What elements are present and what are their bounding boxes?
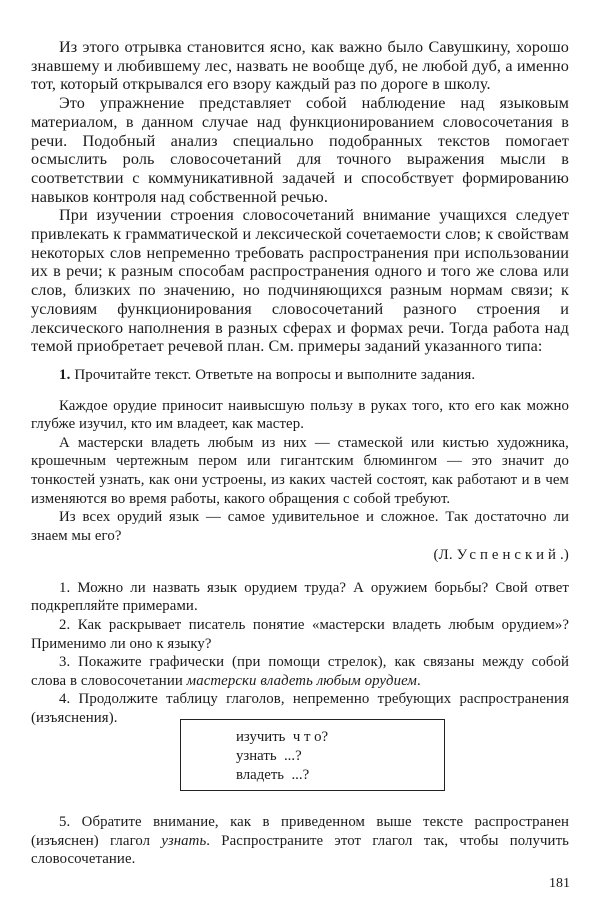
task-1-number: 1. — [59, 366, 71, 383]
verb-table-box — [180, 719, 445, 791]
task-5-text: 5. Обратите внимание, как в приведенном выше тексте распространен (изъяснен) глагол узнать. Распространите этот глагол так, чтобы получить словосочетание. — [31, 814, 569, 868]
page-number: 181 — [549, 876, 570, 891]
paragraph-savushkin: Из этого отрывка становится ясно, как важно было Савушкину, хорошо знавшему и любившему лес, назвать не вообще дуб, не любой дуб, а именно тот, который открывался его взору каждый раз по дороге в школу. — [31, 38, 569, 94]
question-2: 2. Как раскрывает писатель понятие «мастерски владеть любым орудием»? Применимо ли оно к языку? — [31, 617, 569, 652]
verb-italic: узнать — [161, 832, 207, 849]
paragraph-study-structure: При изучении строения словосочетаний внимание учащихся следует привлекать к грамматической и лексической сочетаемости слов; к свойствам некоторых слов непременно требовать распространения при использовании их в речи; к разным способам распространения одного и того же слова или слов, близких по значению, но подчиняющихся разным нормам связи; к условиям функционирования словосочетаний разного строения и лексического наполнения в разных сферах и формах речи. Тогда работа над темой приобретает речевой план. См. примеры заданий указанного типа: — [31, 206, 569, 356]
task-1-instruction: Прочитайте текст. Ответьте на вопросы и выполните задания. — [74, 366, 476, 383]
quote-paragraph-2: А мастерски владеть любым из них — стамеской или кистью художника, крошечным чертежным пером или гигантским блюмингом — это значит до тонкостей узнать, как они устроены, из каких частей состоят, как работают и в чем изменяются во время работы, какого обращения с собой требуют. — [31, 434, 569, 507]
question-4: 4. Продолжите таблицу глаголов, непременно требующих распространения (изъяснения). — [31, 691, 569, 727]
verb-row: изучить ч т о? — [236, 729, 329, 745]
verb-row: владеть ...? — [236, 767, 310, 783]
task-1-heading — [31, 366, 569, 385]
author-name: Успенский — [456, 547, 560, 564]
question-1: 1. Можно ли назвать язык орудием труда? А оружием борьбы? Свой ответ подкрепляйте примерами. — [31, 579, 569, 615]
textbook-page — [31, 38, 570, 891]
verb-row: узнать ...? — [236, 748, 302, 764]
quote-paragraph-1: Каждое орудие приносит наивысшую пользу в руках того, кто его как можно глубже изучил, кто им владеет, как мастер. — [31, 397, 569, 433]
quote-paragraph-3: Из всех орудий язык — самое удивительное и сложное. Так достаточно ли знаем мы его? — [31, 509, 569, 544]
paragraph-exercise-observation: Это упражнение представляет собой наблюдение над языковым материалом, в данном случае над функционированием словосочетания в речи. Подобный анализ специально подобранных текстов помогает осмыслить роль словосочетаний для точного выражения мысли в соответствии с коммуникативной задачей и способствует формированию навыков контроля над собственной речью. — [31, 94, 569, 206]
task-5 — [31, 813, 569, 869]
verb-table — [236, 728, 328, 785]
quote-author: (Л. Успенский.) — [433, 547, 569, 564]
questions-list — [31, 579, 569, 728]
body-text — [31, 38, 569, 356]
phrase-italic: мастерски владеть любым орудием — [186, 672, 417, 689]
quoted-text — [31, 397, 569, 565]
question-3: 3. Покажите графически (при помощи стрелок), как связаны между собой слова в словосочетании мастерски владеть любым орудием. — [31, 654, 569, 689]
